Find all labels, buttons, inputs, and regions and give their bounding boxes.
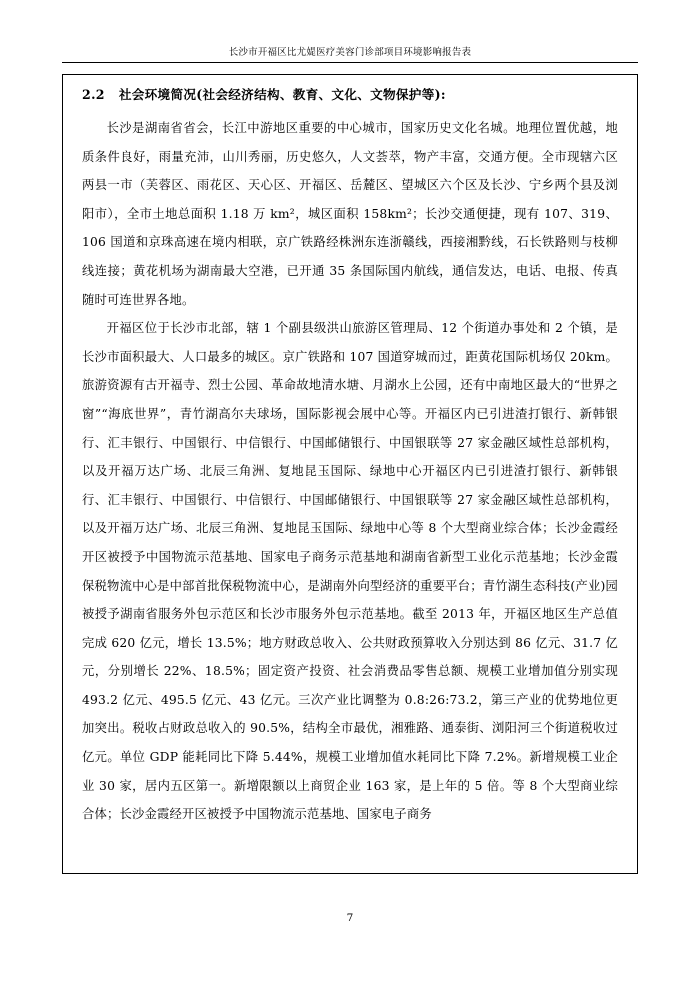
section-number: 2.2 [82, 87, 105, 102]
page-number: 7 [346, 912, 354, 924]
running-header: 长沙市开福区比尤媞医疗美容门诊部项目环境影响报告表 [228, 47, 472, 58]
paragraph-2: 开福区位于长沙市北部，辖 1 个副县级洪山旅游区管理局、12 个街道办事处和 2 个镇，是长沙市面积最大、人口最多的城区。京广铁路和 107 国道穿城而过，距黄花国际机场仅 20km。旅游资源有古开福寺、烈士公园、革命故地清水塘、月湖水上公园，还有中南地区最大的“世界之窗”“海底世界”，青竹湖高尔夫球场，国际影视会展中心等。开福区内已引进渣打银行、新韩银行、汇丰银行、中国银行、中信银行、中国邮储银行、中国银联等 27 家金融区域性总部机构，以及开福万达广场、北辰三角洲、复地昆玉国际、绿地中心开福区内已引进渣打银行、新韩银行、汇丰银行、中国银行、中信银行、中国邮储银行、中国银联等 27 家金融区域性总部机构，以及开福万达广场、北辰三角洲、复地昆玉国际、绿地中心等 8 个大型商业综合体；长沙金霞经开区被授予中国物流示范基地、国家电子商务示范基地和湖南省新型工业化示范基地；长沙金霞保税物流中心是中部首批保税物流中心，是湖南外向型经济的重要平台；青竹湖生态科技(产业)园被授予湖南省服务外包示范区和长沙市服务外包示范基地。截至 2013 年，开福区地区生产总值完成 620 亿元，增长 13.5%；地方财政总收入、公共财政预算收入分别达到 86 亿元、31.7 亿元，分别增长 22%、18.5%；固定资产投资、社会消费品零售总额、规模工业增加值分别实现 493.2 亿元、495.5 亿元、43 亿元。三次产业比调整为 0.8:26:73.2，第三产业的优势地位更加突出。税收占财政总收入的 90.5%，结构全市最优，湘雅路、通泰街、浏阳河三个街道税收过亿元。单位 GDP 能耗同比下降 5.44%，规模工业增加值水耗同比下降 7.2%。新增规模工业企业 30 家，居内五区第一。新增限额以上商贸企业 163 家，是上年的 5 倍。等 8 个大型商业综合体；长沙金霞经开区被授予中国物流示范基地、国家电子商务 [82, 321, 618, 822]
content-body [68, 78, 632, 829]
section-title-text: 社会环境简况(社会经济结构、教育、文化、文物保护等): [118, 87, 446, 102]
header-divider [62, 62, 638, 63]
paragraph-1: 长沙是湖南省省会，长江中游地区重要的中心城市，国家历史文化名城。地理位置优越，地质条件良好，雨量充沛，山川秀丽，历史悠久，人文荟萃，物产丰富，交通方便。全市现辖六区两县一市（芙蓉区、雨花区、天心区、开福区、岳麓区、望城区六个区及长沙、宁乡两个县及浏阳市），全市土地总面积 1.18 万 km²，城区面积 158km²；长沙交通便捷，现有 107、319、106 国道和京珠高速在境内相联，京广铁路经株洲东连浙赣线，西接湘黔线，石长铁路则与枝柳线连接；黄花机场为湖南最大空港，已开通 35 条国际国内航线，通信发达，电话、电报、传真随时可连世界各地。 [82, 121, 618, 307]
section-heading [82, 84, 618, 106]
